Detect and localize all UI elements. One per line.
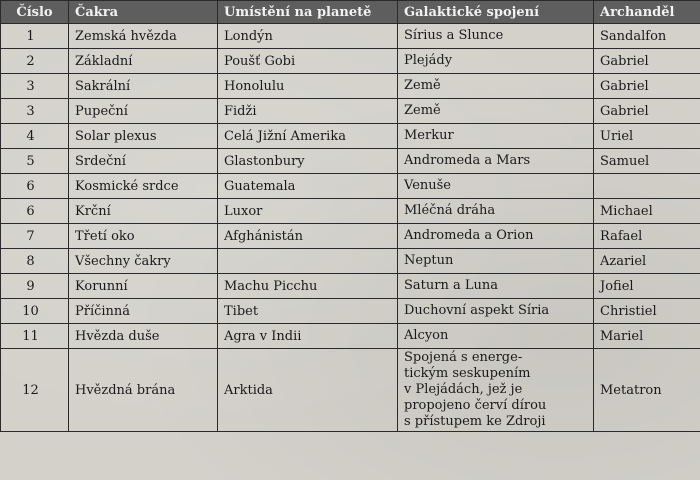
galactic-line: Plejády [404, 53, 453, 68]
cell-number: 7 [1, 224, 69, 249]
cell-location: Celá Jižní Amerika [218, 124, 398, 149]
table-row [1, 74, 700, 99]
cell-galactic [398, 174, 594, 199]
table-header [1, 1, 700, 24]
header-number: Číslo [1, 1, 69, 24]
cell-galactic [398, 299, 594, 324]
cell-location: Afghánistán [218, 224, 398, 249]
cell-archangel: Gabriel [594, 99, 700, 124]
galactic-line: propojeno červí dírou [404, 398, 547, 413]
cell-location: Arktida [218, 349, 398, 432]
table-row [1, 24, 700, 49]
cell-galactic [398, 199, 594, 224]
table-body [1, 24, 700, 432]
cell-archangel: Gabriel [594, 49, 700, 74]
table-row [1, 299, 700, 324]
table-row [1, 274, 700, 299]
galactic-line: tickým seskupením [404, 366, 531, 381]
cell-number: 2 [1, 49, 69, 74]
cell-number: 9 [1, 274, 69, 299]
cell-archangel: Uriel [594, 124, 700, 149]
cell-galactic [398, 249, 594, 274]
cell-location: Poušť Gobi [218, 49, 398, 74]
cell-galactic [398, 224, 594, 249]
table-row [1, 349, 700, 432]
cell-number: 1 [1, 24, 69, 49]
galactic-line: Země [404, 78, 441, 93]
table-row [1, 99, 700, 124]
cell-archangel: Samuel [594, 149, 700, 174]
header-archangel: Archanděl [594, 1, 700, 24]
cell-archangel: Sandalfon [594, 24, 700, 49]
cell-chakra: Základní [69, 49, 218, 74]
header-row [1, 1, 700, 24]
galactic-line: Neptun [404, 253, 454, 268]
cell-number: 3 [1, 99, 69, 124]
cell-archangel: Rafael [594, 224, 700, 249]
cell-galactic [398, 274, 594, 299]
cell-number: 6 [1, 199, 69, 224]
cell-chakra: Třetí oko [69, 224, 218, 249]
galactic-line: Spojená s energe- [404, 350, 523, 365]
header-galactic: Galaktické spojení [398, 1, 594, 24]
table-row [1, 124, 700, 149]
cell-location: Honolulu [218, 74, 398, 99]
cell-galactic [398, 124, 594, 149]
cell-chakra: Krční [69, 199, 218, 224]
galactic-line: Duchovní aspekt Síria [404, 303, 550, 318]
cell-chakra: Srdeční [69, 149, 218, 174]
table-row [1, 199, 700, 224]
cell-number: 8 [1, 249, 69, 274]
table-row [1, 324, 700, 349]
cell-galactic [398, 324, 594, 349]
galactic-line: Merkur [404, 128, 454, 143]
cell-number: 3 [1, 74, 69, 99]
table-row [1, 224, 700, 249]
table-row [1, 149, 700, 174]
cell-number: 4 [1, 124, 69, 149]
galactic-line: Alcyon [404, 328, 449, 343]
galactic-line: Sírius a Slunce [404, 28, 504, 43]
header-location: Umístění na planetě [218, 1, 398, 24]
table-row [1, 49, 700, 74]
galactic-line: Venuše [404, 178, 451, 193]
table-row [1, 249, 700, 274]
cell-chakra: Kosmické srdce [69, 174, 218, 199]
cell-galactic [398, 24, 594, 49]
galactic-line: Země [404, 103, 441, 118]
cell-chakra: Hvězdná brána [69, 349, 218, 432]
cell-archangel [594, 174, 700, 199]
cell-chakra: Solar plexus [69, 124, 218, 149]
galactic-line: Andromeda a Orion [404, 228, 534, 243]
cell-archangel: Christiel [594, 299, 700, 324]
cell-number: 6 [1, 174, 69, 199]
cell-chakra: Všechny čakry [69, 249, 218, 274]
cell-chakra: Korunní [69, 274, 218, 299]
cell-archangel: Michael [594, 199, 700, 224]
cell-location [218, 249, 398, 274]
galactic-line: Mléčná dráha [404, 203, 496, 218]
cell-chakra: Sakrální [69, 74, 218, 99]
galactic-line: Saturn a Luna [404, 278, 498, 293]
cell-galactic [398, 74, 594, 99]
cell-location: Londýn [218, 24, 398, 49]
galactic-line: Andromeda a Mars [404, 153, 531, 168]
cell-location: Tibet [218, 299, 398, 324]
cell-archangel: Jofiel [594, 274, 700, 299]
cell-galactic [398, 149, 594, 174]
cell-location: Agra v Indii [218, 324, 398, 349]
cell-number: 10 [1, 299, 69, 324]
cell-number: 5 [1, 149, 69, 174]
cell-location: Luxor [218, 199, 398, 224]
cell-archangel: Gabriel [594, 74, 700, 99]
cell-chakra: Hvězda duše [69, 324, 218, 349]
cell-number: 11 [1, 324, 69, 349]
cell-chakra: Pupeční [69, 99, 218, 124]
cell-location: Glastonbury [218, 149, 398, 174]
header-chakra: Čakra [69, 1, 218, 24]
cell-archangel: Azariel [594, 249, 700, 274]
cell-galactic [398, 99, 594, 124]
galactic-line: v Plejádách, jež je [404, 382, 523, 397]
cell-location: Machu Picchu [218, 274, 398, 299]
galactic-line: s přístupem ke Zdroji [404, 414, 546, 429]
cell-archangel: Metatron [594, 349, 700, 432]
cell-galactic [398, 349, 594, 432]
table-row [1, 174, 700, 199]
cell-chakra: Zemská hvězda [69, 24, 218, 49]
cell-number: 12 [1, 349, 69, 432]
cell-galactic [398, 49, 594, 74]
cell-location: Fidži [218, 99, 398, 124]
cell-archangel: Mariel [594, 324, 700, 349]
cell-location: Guatemala [218, 174, 398, 199]
cell-chakra: Příčinná [69, 299, 218, 324]
